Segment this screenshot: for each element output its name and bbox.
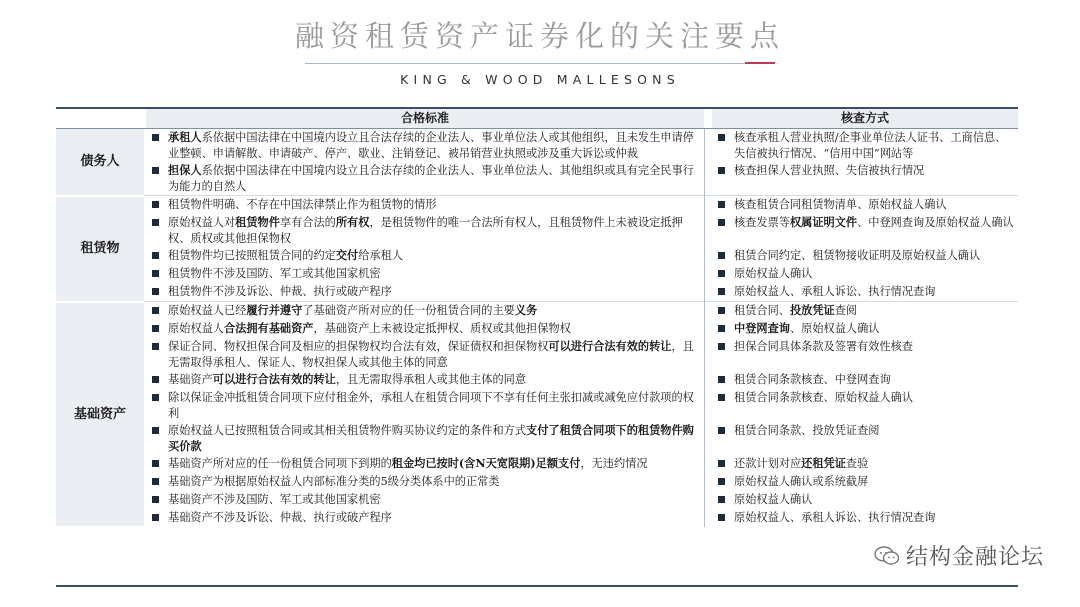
method-cell (712, 473, 1018, 491)
bullet-icon (152, 325, 159, 332)
bullet-icon (718, 460, 725, 467)
std-text: 承租人 (168, 130, 202, 144)
method-item (712, 266, 1014, 282)
bullet-icon (718, 167, 725, 174)
bullet-icon (152, 514, 159, 521)
method-cell (712, 422, 1018, 455)
method-item (712, 130, 1014, 161)
bullet-icon (152, 219, 159, 226)
std-text: 租赁物件明确、不存在中国法律禁止作为租赁物的情形 (168, 198, 437, 211)
method-item (712, 321, 1014, 337)
std-item (146, 303, 700, 319)
method-text: 担保合同具体条款及签署有效性核查 (734, 340, 914, 353)
std-item (146, 510, 700, 526)
page-title: 融资租赁资产证券化的关注要点 (294, 19, 785, 53)
std-item (146, 321, 700, 337)
standard-cell (146, 247, 704, 265)
table-row (56, 371, 1018, 389)
method-cell (712, 283, 1018, 302)
method-text: 原始权益人确认或系统截屏 (734, 475, 869, 488)
method-text: 核查发票等 (734, 216, 790, 229)
method-cell (712, 371, 1018, 389)
std-item (146, 456, 700, 472)
std-text: 原始权益人已经 (168, 304, 247, 317)
standard-cell (146, 265, 704, 283)
std-text: ，且无需取得承租人或其他主体的同意 (335, 373, 527, 386)
header-standard: 合格标准 (146, 109, 704, 129)
method-item (712, 339, 1014, 355)
std-item (146, 130, 700, 161)
bullet-icon (152, 376, 159, 383)
std-text: ，无违约情况 (580, 457, 648, 470)
std-item (146, 197, 700, 213)
std-text: 了基础资产所对应的任一份租赁合同的主要 (302, 304, 515, 317)
method-item (712, 390, 1014, 406)
standard-cell (146, 338, 704, 371)
method-text: 投放凭证 (789, 303, 835, 317)
standard-cell (146, 320, 704, 338)
method-cell (712, 491, 1018, 509)
standard-cell (146, 491, 704, 509)
std-item (146, 474, 700, 490)
title-divider (305, 63, 775, 64)
table-row (56, 283, 1018, 302)
firm-name: KING & WOOD MALLESONS (400, 72, 680, 87)
method-text: 租赁合同、 (734, 304, 790, 317)
std-item (146, 266, 700, 282)
bullet-icon (152, 343, 159, 350)
bullet-icon (718, 134, 725, 141)
standard-cell (146, 371, 704, 389)
method-item (712, 197, 1014, 213)
std-text: 支付了租赁合同项下的租赁物件购买价款 (168, 423, 694, 453)
method-cell (712, 320, 1018, 338)
method-cell (712, 302, 1018, 321)
standard-cell (146, 214, 704, 247)
method-text: 原始权益人、承租人诉讼、执行情况查询 (734, 285, 936, 298)
method-item (712, 372, 1014, 388)
standard-cell (146, 473, 704, 491)
wechat-icon (874, 546, 900, 566)
standard-cell (146, 422, 704, 455)
method-item (712, 474, 1014, 490)
std-text: 所有权 (335, 215, 370, 229)
std-text: 原始权益人对 (168, 216, 236, 229)
method-text: 租赁合同条款、投放凭证查阅 (734, 424, 880, 437)
bullet-icon (152, 288, 159, 295)
bullet-icon (718, 307, 725, 314)
method-item (712, 510, 1014, 526)
standard-cell (146, 389, 704, 422)
std-text: 基础资产所对应的任一份租赁合同项下到期的 (168, 457, 392, 470)
method-text: 租赁合同约定、租赁物接收证明及原始权益人确认 (734, 249, 981, 262)
bullet-icon (718, 478, 725, 485)
standard-cell (146, 302, 704, 321)
method-cell (712, 247, 1018, 265)
std-text: 可以进行合法有效的转让 (548, 339, 672, 353)
std-text: ，且无需取得承租人、保证人、物权担保人或其他主体的同意 (168, 340, 694, 369)
method-text: 租赁合同条款核查、中登网查询 (734, 373, 891, 386)
table-row (56, 247, 1018, 265)
method-text: 核查租赁合同租赁物清单、原始权益人确认 (734, 198, 947, 211)
std-text: 义务 (514, 303, 538, 317)
method-item (712, 303, 1014, 319)
watermark-text: 结构金融论坛 (905, 545, 1044, 570)
method-text: 核查承租人营业执照/企事业单位法人证书、工商信息、失信被执行情况、“信用中国”网站等 (734, 131, 1007, 160)
std-text: 原始权益人已按照租赁合同或其相关租赁物件购买协议约定的条件和方式 (168, 424, 527, 437)
std-text: 基础资产不涉及国防、军工或其他国家机密 (168, 493, 381, 506)
bullet-icon (152, 252, 159, 259)
bullet-icon (152, 201, 159, 208)
bullet-icon (718, 270, 725, 277)
standard-cell (146, 509, 704, 527)
standard-cell (146, 283, 704, 302)
method-text: 核查担保人营业执照、失信被执行情况 (734, 164, 925, 177)
std-item (146, 423, 700, 454)
std-text: 除以保证金冲抵租赁合同项下应付租金外，承租人在租赁合同项下不享有任何主张扣减或减免应付款项的权利 (168, 391, 694, 420)
standard-cell (146, 196, 704, 215)
method-text: 租赁合同条款核查、原始权益人确认 (734, 391, 914, 404)
header-method: 核查方式 (712, 109, 1018, 129)
method-text: 还租凭证 (801, 456, 846, 470)
std-text: 履行并遵守 (246, 303, 303, 317)
table-row (56, 509, 1018, 527)
table-row (56, 302, 1018, 321)
std-text: ，是租赁物件的唯一合法所有权人，且租赁物件上未被设定抵押权、质权或其他担保物权 (168, 216, 683, 245)
table-row (56, 389, 1018, 422)
std-text: 系依据中国法律在中国境内设立且合法存续的企业法人、事业单位法人、其他组织或具有完全民事行为能力的自然人 (168, 164, 694, 193)
method-text: 查验 (845, 457, 869, 470)
header-category (56, 109, 144, 129)
std-text: 租赁物件不涉及国防、军工或其他国家机密 (168, 267, 381, 280)
std-text: 租金均已按时(含N天宽限期)足额支付 (391, 456, 581, 470)
method-item (712, 284, 1014, 300)
std-text: 租赁物件 (235, 215, 280, 229)
std-item (146, 248, 700, 264)
standard-cell (146, 162, 704, 196)
std-text: 交付 (335, 248, 359, 262)
standard-cell (146, 455, 704, 473)
std-text: 担保人 (168, 163, 202, 177)
method-text: 原始权益人确认 (734, 493, 813, 506)
table-row (56, 196, 1018, 215)
method-text: 权属证明文件 (789, 215, 858, 229)
method-cell (712, 338, 1018, 371)
std-text: 基础资产 (168, 373, 213, 386)
bullet-icon (718, 201, 725, 208)
method-cell (712, 509, 1018, 527)
std-text: 基础资产不涉及诉讼、仲裁、执行或破产程序 (168, 511, 392, 524)
table-row (56, 473, 1018, 491)
method-item (712, 456, 1014, 472)
method-cell (712, 162, 1018, 196)
std-text: 租赁物件均已按照租赁合同的约定 (168, 249, 336, 262)
table-row (56, 491, 1018, 509)
method-cell (712, 389, 1018, 422)
bullet-icon (718, 219, 725, 226)
std-item (146, 339, 700, 370)
table-row (56, 320, 1018, 338)
std-text: 给承租人 (358, 249, 403, 262)
method-cell (712, 265, 1018, 283)
table-row (56, 214, 1018, 247)
bullet-icon (718, 427, 725, 434)
table-row (56, 162, 1018, 196)
std-item (146, 390, 700, 421)
method-cell (712, 129, 1018, 163)
title-divider-accent (745, 62, 775, 64)
method-text: 中登网查询 (734, 321, 790, 335)
bullet-icon (152, 307, 159, 314)
bullet-icon (152, 460, 159, 467)
criteria-table (56, 107, 1018, 587)
std-text: 合法拥有基础资产 (223, 321, 314, 335)
table-body (56, 129, 1018, 528)
bullet-icon (152, 496, 159, 503)
bullet-icon (152, 478, 159, 485)
bullet-icon (718, 288, 725, 295)
method-item (712, 215, 1014, 231)
watermark (874, 540, 1044, 571)
std-text: 系依据中国法律在中国境内设立且合法存续的企业法人、事业单位法人或其他组织，且未发生申请停业整顿、申请解散、申请破产、停产、歇业、注销登记、被吊销营业执照或涉及重大诉讼或仲裁 (168, 131, 694, 160)
method-text: 、中登网查询及原始权益人确认 (857, 216, 1014, 229)
bullet-icon (718, 325, 725, 332)
bullet-icon (718, 252, 725, 259)
category-cell: 债务人 (56, 129, 144, 196)
std-text: 可以进行合法有效的转让 (212, 372, 336, 386)
method-text: 查阅 (834, 304, 858, 317)
table-row (56, 338, 1018, 371)
bullet-icon (152, 134, 159, 141)
category-cell: 基础资产 (56, 302, 144, 528)
method-cell (712, 214, 1018, 247)
std-text: 享有合法的 (279, 216, 336, 229)
std-text: 原始权益人 (168, 322, 224, 335)
std-text: 保证合同、物权担保合同及相应的担保物权均合法有效，保证债权和担保物权 (168, 340, 549, 353)
bullet-icon (718, 496, 725, 503)
table-row (56, 129, 1018, 163)
bullet-icon (152, 167, 159, 174)
standard-cell (146, 129, 704, 163)
std-item (146, 372, 700, 388)
bullet-icon (152, 270, 159, 277)
std-text: ，基础资产上未被设定抵押权、质权或其他担保物权 (313, 322, 571, 335)
bullet-icon (152, 394, 159, 401)
table-row (56, 422, 1018, 455)
bullet-icon (718, 514, 725, 521)
method-cell (712, 196, 1018, 215)
method-text: 、原始权益人确认 (789, 322, 880, 335)
bullet-icon (718, 376, 725, 383)
std-item (146, 215, 700, 246)
method-text: 还款计划对应 (734, 457, 802, 470)
method-text: 原始权益人、承租人诉讼、执行情况查询 (734, 511, 936, 524)
method-cell (712, 455, 1018, 473)
std-text: 租赁物件不涉及诉讼、仲裁、执行或破产程序 (168, 285, 392, 298)
std-item (146, 163, 700, 194)
table-row (56, 265, 1018, 283)
method-item (712, 492, 1014, 508)
bullet-icon (718, 394, 725, 401)
method-item (712, 248, 1014, 264)
std-item (146, 492, 700, 508)
table-row (56, 455, 1018, 473)
std-text: 基础资产为根据原始权益人内部标准分类的5级分类体系中的正常类 (168, 475, 500, 488)
std-item (146, 284, 700, 300)
method-text: 原始权益人确认 (734, 267, 813, 280)
category-cell: 租赁物 (56, 196, 144, 302)
bullet-icon (152, 427, 159, 434)
method-item (712, 163, 1014, 179)
method-item (712, 423, 1014, 439)
bullet-icon (718, 343, 725, 350)
